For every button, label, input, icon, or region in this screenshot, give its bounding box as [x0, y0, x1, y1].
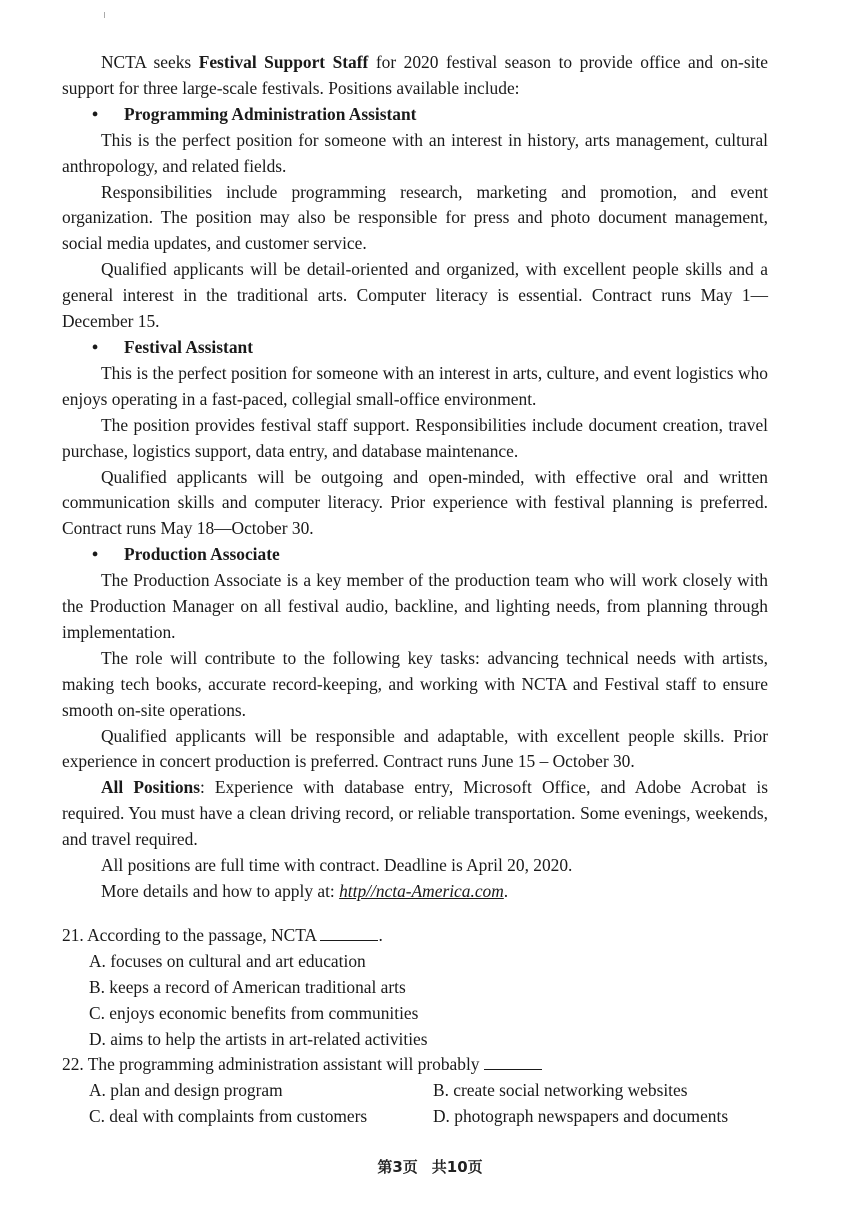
option-d: D. aims to help the artists in art-related activities [89, 1028, 428, 1049]
all-positions-text: : Experience with database entry, Microsoft Office, and Adobe Acrobat is required. You must have a clean driving record, or reliable transportation. Some evenings, weekends, and travel required. [62, 777, 768, 850]
bullet-icon: • [92, 544, 99, 565]
answer-blank [484, 1055, 542, 1070]
intro-bold-term: Festival Support Staff [198, 52, 369, 72]
page-footer [0, 1156, 860, 1177]
paragraph: Responsibilities include programming research, marketing and promotion, and event organization. The position may also be responsible for press and photo document management, social media updates, and customer service. [62, 181, 768, 254]
paragraph: This is the perfect position for someone with an interest in arts, culture, and event logistics who enjoys operating in a fast-paced, collegial small-office environment. [62, 362, 768, 409]
details-text: More details and how to apply at: [101, 881, 340, 901]
paragraph: Qualified applicants will be responsible and adaptable, with excellent people skills. Prior experience in concert production is preferred. Contract runs June 15 – October 30. [62, 725, 768, 772]
paragraph: The Production Associate is a key member of the production team who will work closely with the Production Manager on all festival audio, backline, and lighting needs, from planning through implementation. [62, 570, 768, 642]
option-b: B. create social networking websites [433, 1080, 688, 1101]
paragraph: This is the perfect position for someone with an interest in history, arts management, cultural anthropology, and related fields. [62, 129, 768, 176]
apply-link[interactable]: http//ncta-America.com [339, 881, 504, 901]
question-22 [62, 1052, 768, 1078]
all-positions-label: All Positions [101, 777, 200, 798]
document-body [62, 50, 768, 1130]
bullet-icon: • [92, 103, 99, 124]
option-c: C. enjoys economic benefits from communities [89, 1002, 419, 1023]
deadline-line: All positions are full time with contract. Deadline is April 20, 2020. [101, 855, 573, 876]
scan-mark [104, 12, 105, 18]
question-21 [62, 923, 768, 949]
page-total: 共10页 [431, 1158, 483, 1176]
question-stem: 21. According to the passage, NCTA [62, 924, 317, 945]
page-number: 第3页 [377, 1158, 418, 1176]
details-end: . [503, 881, 509, 901]
position-title: Festival Assistant [124, 336, 253, 357]
bullet-icon: • [92, 336, 99, 357]
paragraph: The position provides festival staff support. Responsibilities include document creation, travel purchase, logistics support, data entry, and database maintenance. [62, 414, 768, 461]
intro-text-post: for 2020 festival season to provide office and on-site support for three large-scale festivals. Positions available include: [62, 52, 768, 98]
option-a: A. focuses on cultural and art education [89, 950, 366, 971]
details-line [62, 879, 768, 905]
position-title: Production Associate [124, 544, 280, 565]
options-row-2 [62, 1104, 768, 1130]
options-row-1 [62, 1078, 768, 1104]
question-stem: 22. The programming administration assistant will probably [62, 1054, 480, 1075]
position-heading-programming [62, 102, 768, 128]
position-heading-festival-assistant [62, 335, 768, 361]
paragraph: Qualified applicants will be detail-oriented and organized, with excellent people skills and a general interest in the traditional arts. Computer literacy is essential. Contract runs May 1—December 15. [62, 259, 768, 332]
intro-paragraph [62, 50, 768, 102]
paragraph: Qualified applicants will be outgoing and open-minded, with effective oral and written communication skills and computer literacy. Prior experience with festival planning is preferred. Contract runs May 18—October 30. [62, 466, 768, 539]
paragraph: The role will contribute to the following key tasks: advancing technical needs with artists, making tech books, accurate record-keeping, and working with NCTA and Festival staff to ensure smooth on-site operations. [62, 647, 768, 720]
option-d: D. photograph newspapers and documents [433, 1106, 729, 1127]
all-positions-paragraph [62, 775, 768, 853]
intro-text-pre: NCTA seeks [101, 52, 199, 72]
option-c: C. deal with complaints from customers [89, 1106, 368, 1127]
question-end: . [378, 924, 383, 945]
answer-blank [320, 926, 378, 941]
option-b: B. keeps a record of American traditional arts [89, 976, 406, 997]
position-title: Programming Administration Assistant [124, 103, 417, 124]
option-a: A. plan and design program [89, 1080, 283, 1101]
position-heading-production-associate [62, 542, 768, 568]
